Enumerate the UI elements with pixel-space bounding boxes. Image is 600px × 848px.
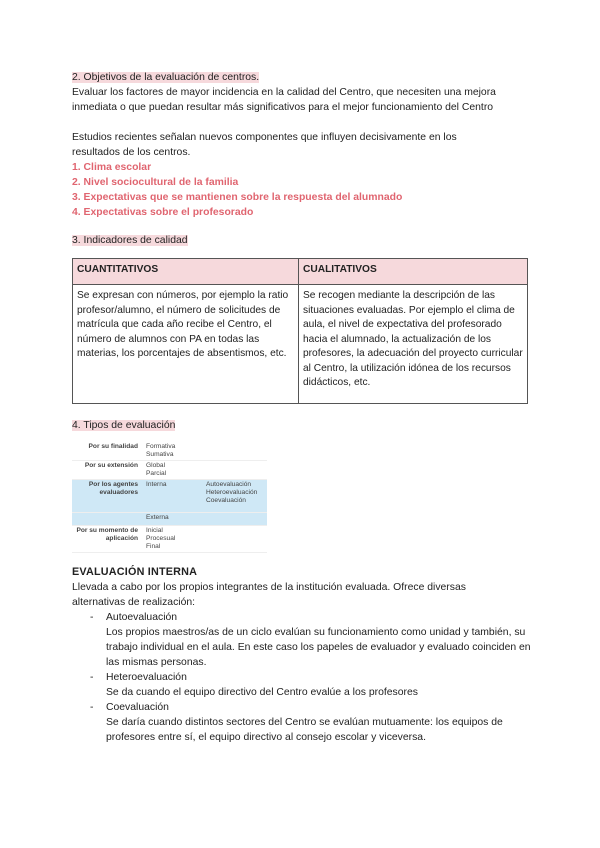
type-label: Por su finalidad xyxy=(72,442,144,461)
type-label: Por los agentes evaluadores xyxy=(72,480,144,513)
quality-indicators-table xyxy=(72,258,528,404)
section-2 xyxy=(72,70,532,220)
document-page xyxy=(72,70,532,745)
qualitative-header: CUALITATIVOS xyxy=(299,259,528,285)
objectives-line-2: inmediata o que puedan resultar más significativos para el mejor funcionamiento del Centro xyxy=(72,102,494,113)
item-description: Se daría cuando distintos sectores del Centro se evalúan mutuamente: los equipos de profesores entre sí, el equipo directivo al consejo escolar y viceversa. xyxy=(106,717,503,743)
section-4 xyxy=(72,418,532,553)
types-row-purpose xyxy=(72,442,267,461)
internal-intro-line-1: Llevada a cabo por los propios integrantes de la institución evaluada. Ofrece diversas xyxy=(72,582,466,593)
section-2-title: 2. Objetivos de la evaluación de centros. xyxy=(72,72,260,83)
types-row-agents-external xyxy=(72,513,267,526)
item-name: Coevaluación xyxy=(106,702,169,713)
objectives-line-1: Evaluar los factores de mayor incidencia en la calidad del Centro, que necesiten una mejora xyxy=(72,87,496,98)
factor-item: 2. Nivel sociocultural de la familia xyxy=(72,177,239,188)
list-item xyxy=(90,700,532,745)
dash-bullet: - xyxy=(90,702,94,713)
types-row-moment xyxy=(72,526,267,553)
type-subvalues: Autoevaluación Heteroevaluación Coevaluación xyxy=(204,480,267,513)
item-name: Autoevaluación xyxy=(106,612,178,623)
internal-evaluation-list xyxy=(72,610,532,745)
dash-bullet: - xyxy=(90,672,94,683)
qualitative-description: Se recogen mediante la descripción de las situaciones evaluadas. Por ejemplo el clima de aula, el nivel de expectativa del profesorado hacia el alumnado, la actualización de los profesores, la adecuación del proyecto curricular al Centro, la utilización idónea de los recursos didácticos, etc. xyxy=(299,285,528,404)
item-name: Heteroevaluación xyxy=(106,672,187,683)
list-item xyxy=(90,670,532,700)
factor-item: 3. Expectativas que se mantienen sobre la respuesta del alumnado xyxy=(72,192,403,203)
type-values: Formativa Sumativa xyxy=(144,442,204,461)
type-label: Por su momento de aplicación xyxy=(72,526,144,553)
section-4-title: 4. Tipos de evaluación xyxy=(72,420,176,431)
item-description: Se da cuando el equipo directivo del Centro evalúe a los profesores xyxy=(106,687,418,698)
list-item xyxy=(90,610,532,670)
studies-line-1: Estudios recientes señalan nuevos componentes que influyen decisivamente en los xyxy=(72,132,457,143)
quantitative-header: CUANTITATIVOS xyxy=(73,259,299,285)
type-values: Externa xyxy=(144,513,204,526)
internal-intro-line-2: alternativas de realización: xyxy=(72,597,196,608)
internal-evaluation-title: EVALUACIÓN INTERNA xyxy=(72,566,198,578)
factor-item: 1. Clima escolar xyxy=(72,162,152,173)
section-3 xyxy=(72,233,532,404)
evaluation-types-table xyxy=(72,442,267,553)
studies-line-2: resultados de los centros. xyxy=(72,147,191,158)
dash-bullet: - xyxy=(90,612,94,623)
item-description: Los propios maestros/as de un ciclo evalúan su funcionamiento como unidad y también, su trabajo individual en el aula. En este caso los papeles de evaluador y evaluado coinciden en las mismas personas. xyxy=(106,627,531,668)
quantitative-description: Se expresan con números, por ejemplo la ratio profesor/alumno, el número de solicitudes de matrícula que cada año recibe el Centro, el número de alumnos con PA en todas las materias, los porcentajes de absentismos, etc. xyxy=(73,285,299,404)
internal-evaluation xyxy=(72,565,532,745)
type-values: Interna xyxy=(144,480,204,513)
factor-item: 4. Expectativas sobre el profesorado xyxy=(72,207,254,218)
types-row-extension xyxy=(72,461,267,480)
type-values: Global Parcial xyxy=(144,461,204,480)
section-3-title: 3. Indicadores de calidad xyxy=(72,235,188,246)
type-values: Inicial Procesual Final xyxy=(144,526,204,553)
type-label: Por su extensión xyxy=(72,461,144,480)
types-row-agents xyxy=(72,480,267,513)
